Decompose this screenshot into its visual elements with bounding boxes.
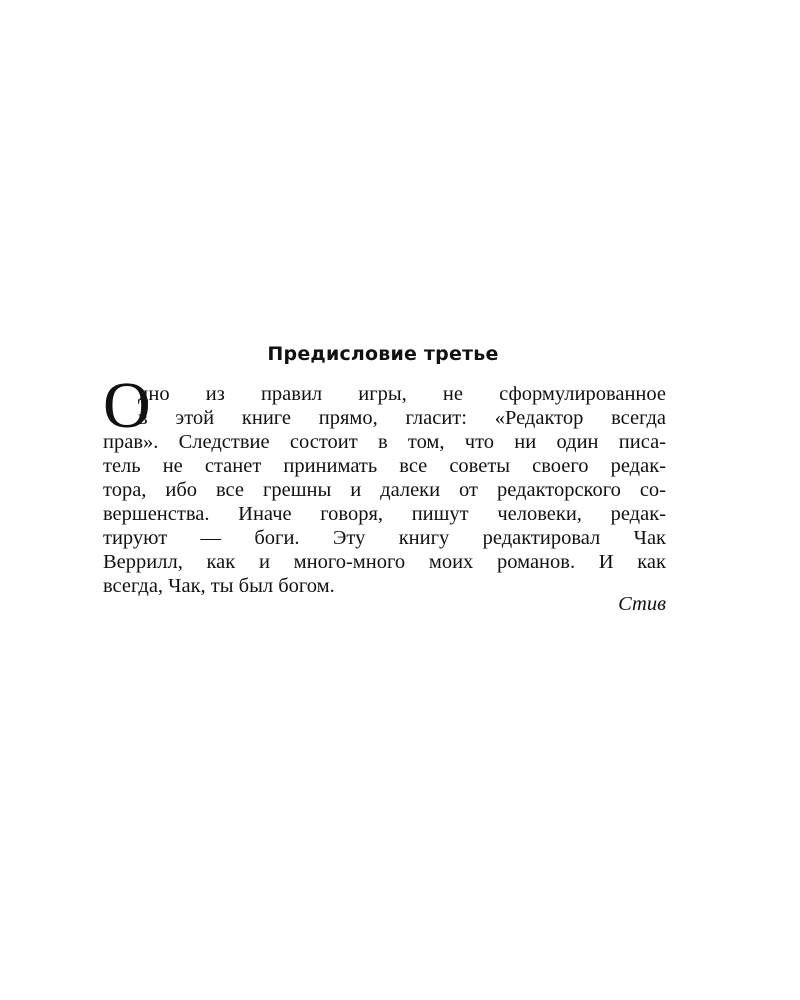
text-line: всегда, Чак, ты был богом. — [103, 575, 335, 597]
text-line: тора, ибо все грешны и далеки от редакторского со- — [103, 479, 666, 501]
author-signature: Стив — [618, 593, 666, 615]
text-line: прав». Следствие состоит в том, что ни один писа- — [103, 431, 666, 453]
text-line: Веррилл, как и много-много моих романов. И как — [103, 551, 666, 573]
text-line: тель не станет принимать все советы своего редак- — [103, 455, 666, 477]
text-line: вершенства. Иначе говоря, пишут человеки, редак- — [103, 503, 666, 525]
text-line: дно из правил игры, не сформулированное — [138, 383, 666, 405]
drop-cap: О — [103, 369, 151, 442]
preface-body — [103, 369, 666, 598]
text-line: тируют — боги. Эту книгу редактировал Чак — [103, 527, 666, 549]
page-title: Предисловие третье — [267, 343, 499, 365]
text-line: в этой книге прямо, гласит: «Редактор всегда — [138, 407, 666, 429]
